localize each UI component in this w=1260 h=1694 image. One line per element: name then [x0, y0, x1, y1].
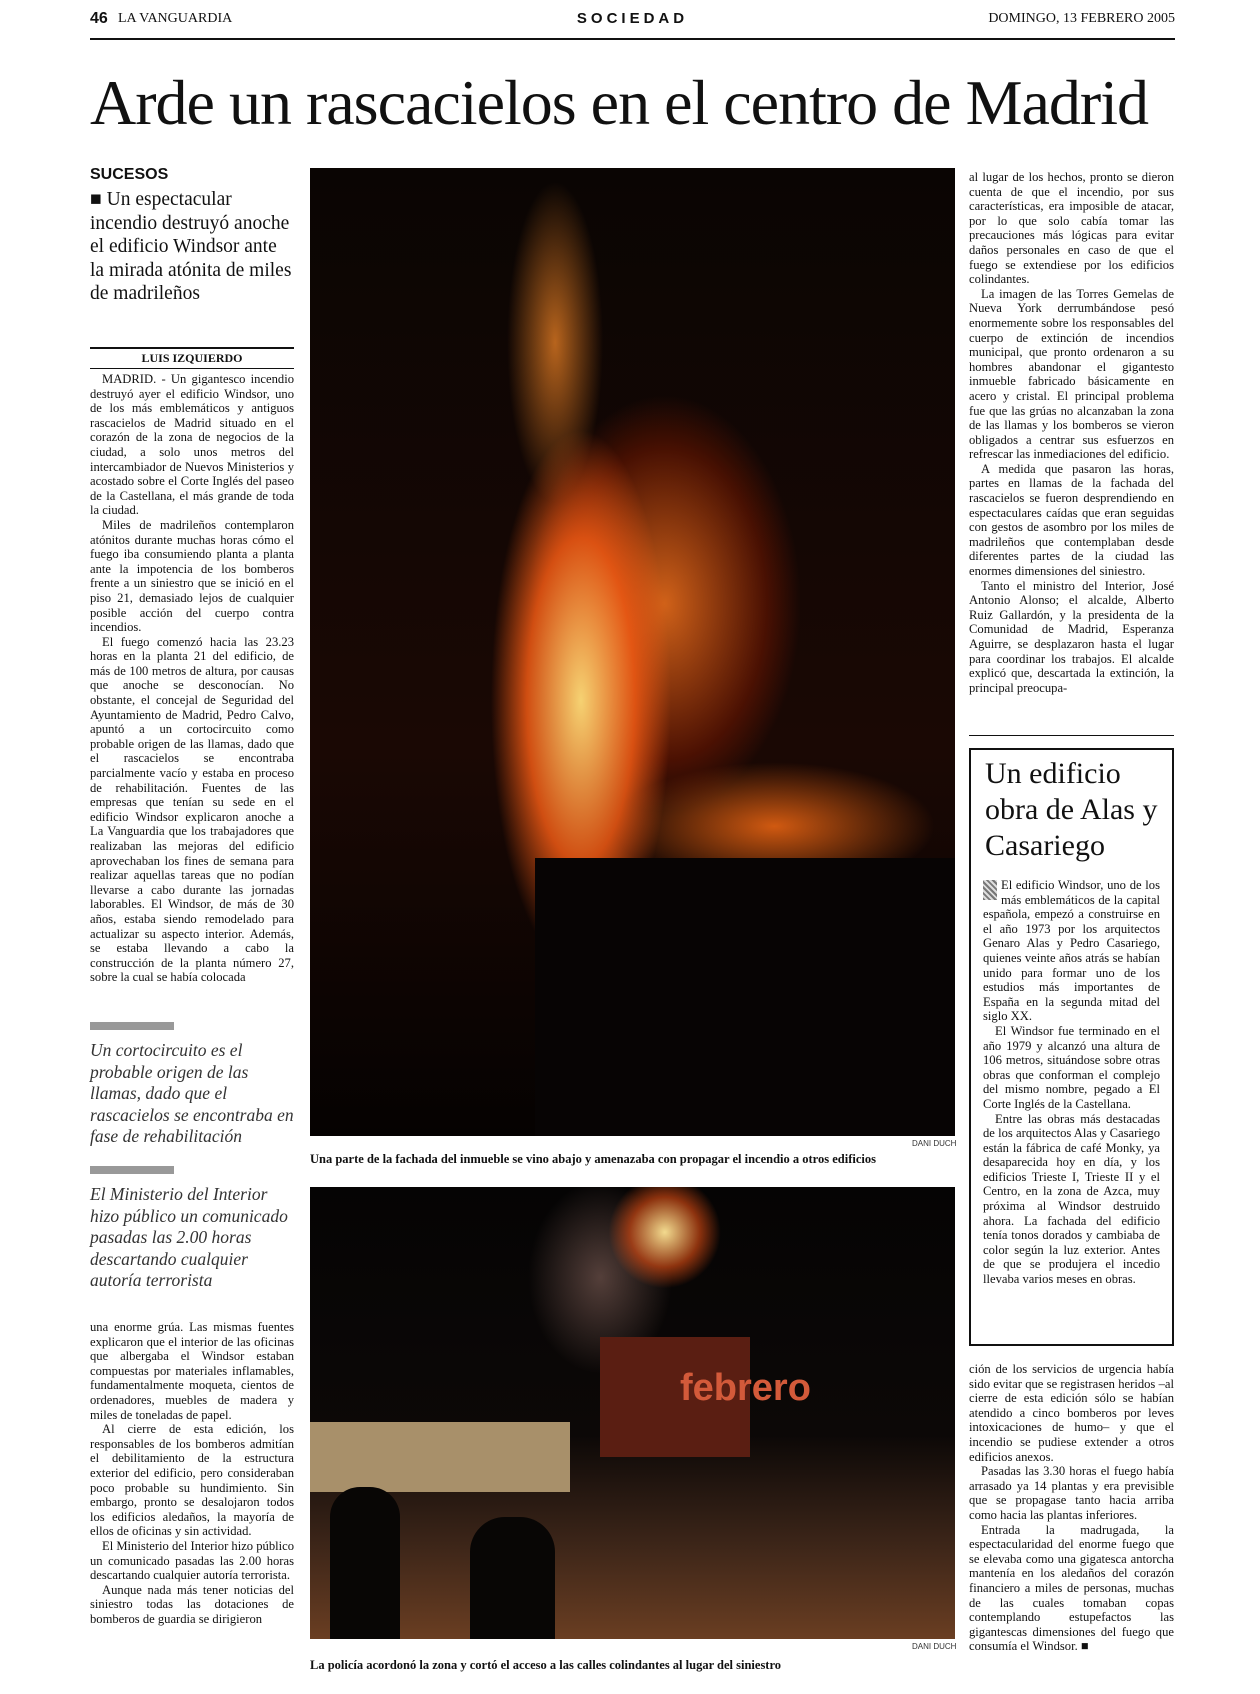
- storefront-sign: febrero: [600, 1337, 750, 1457]
- paragraph: Miles de madrileños contemplaron atónitos durante muchas horas cómo el fuego iba consumiendo planta a planta ante la impotencia de los bomberos frente a un siniestro que se inició en el piso 21, demasiado lejos de cualquier posible acción del cuerpo contra incendios.: [90, 517, 294, 635]
- photo-street-police-cordon: [310, 1187, 955, 1639]
- issue-date: DOMINGO, 13 FEBRERO 2005: [988, 11, 1175, 26]
- paragraph-text: Entrada la madrugada, la espectacularidad del enorme fuego que se elevaba como una gigatesca antorcha mantenía en los aledaños del corazón financiero a miles de personas, muchas de las cuales tomaban copas contemplando estupefactos las gigantescas dimensiones del fuego que consumía el Windsor.: [969, 1522, 1174, 1654]
- divider: [969, 735, 1174, 736]
- paragraph: [983, 878, 1160, 1024]
- page-number: 46: [90, 10, 108, 27]
- paragraph: El Ministerio del Interior hizo público un comunicado pasadas las 2.00 horas descartando cualquier autoría terrorista.: [90, 1538, 294, 1583]
- paragraph: Aunque nada más tener noticias del siniestro todas las dotaciones de bomberos de guardia se dirigieron: [90, 1582, 294, 1626]
- paragraph: Al cierre de esta edición, los responsables de los bomberos admitían el debilitamiento de la estructura exterior del edificio, pero consideraban poco probable su hundimiento. Sin embargo, pronto se desalojaron todos los edificios aledaños, la mayoría de ellos de oficinas y sin actividad.: [90, 1422, 294, 1539]
- body-left-top: [90, 372, 294, 1004]
- paragraph: El Windsor fue terminado en el año 1979 y alcanzó una altura de 106 metros, situándose sobre otras obras que conforman el complejo del mismo nombre, pegado a El Corte Inglés de la Castellana.: [983, 1023, 1160, 1111]
- square-bullet-icon: ■: [90, 189, 107, 210]
- pullquote: El Ministerio del Interior hizo público un comunicado pasadas las 2.00 horas descartando cualquier autoría terrorista: [90, 1184, 288, 1290]
- body-right-bottom: [969, 1362, 1174, 1672]
- pullquote-bar: [90, 1166, 174, 1174]
- paragraph: [969, 1523, 1174, 1654]
- photo-caption: La policía acordonó la zona y cortó el acceso a las calles colindantes al lugar del siniestro: [310, 1658, 782, 1672]
- pullquote: Un cortocircuito es el probable origen de las llamas, dado que el rascacielos se encontraba en fase de rehabilitación: [90, 1040, 294, 1146]
- paragraph: El fuego comenzó hacia las 23.23 horas en la planta 21 del edificio, de más de 100 metros de altura, por causas que anoche se desconocían. No obstante, el concejal de Seguridad del Ayuntamiento de Madrid, Pedro Calvo, apuntó a un cortocircuito como probable origen de las llamas, dado que el rascacielos se encontraba parcialmente vacío y estaba en proceso de rehabilitación. Fuentes de las empresas que tenían su sede en el edificio Windsor explicaron anoche a La Vanguardia que los trabajadores que realizaban las mejoras del edificio aprovechaban los fines de semana para realizar aquellas tareas que no podían llevarse a cabo durante las jornadas laborables. El Windsor, de más de 30 años, estaba siendo remodelado para actualizar su aspecto interior. Además, se estaba llevando a cabo la construcción de la planta número 27, sobre la cual se había colocada: [90, 634, 294, 985]
- end-mark-icon: ■: [1077, 1639, 1089, 1654]
- paragraph: ción de los servicios de urgencia había sido evitar que se registrasen heridos –al cierre de esta edición sólo se habían atendido a cinco bomberos por leves intoxicaciones de humo– y que el incendio se pudiese extender a otros edificios anexos.: [969, 1362, 1174, 1464]
- paragraph: una enorme grúa. Las mismas fuentes explicaron que el interior de las oficinas que albergaba el Windsor estaban compuestas por materiales inflamables, fundamentalmente moqueta, cientos de ordenadores, muebles de madera y miles de toneladas de papel.: [90, 1320, 294, 1422]
- silhouette-person: [470, 1517, 555, 1639]
- paragraph: Entre las obras más destacadas de los arquitectos Alas y Casariego están la fábrica de café Monky, ya desaparecida hoy en día, y los edificios Trieste I, Trieste II y el Centro, en la zona de Azca, muy próxima al Windsor destruido ahora. La fachada del edificio tenía tonos dorados y cambiaba de color según la luz exterior. Antes de que se produjera el incedio llevaba varios meses en obras.: [983, 1111, 1160, 1287]
- page-header: [90, 10, 1175, 40]
- sidebar-body: [983, 878, 1160, 1287]
- paragraph-text: El edificio Windsor, uno de los más emblemáticos de la capital española, empezó a construirse en el año 1973 por los arquitectos Genaro Alas y Pedro Casariego, quienes veinte años atrás se habían unido para formar uno de los estudios más importantes de España en la segunda mitad del siglo XX.: [983, 878, 1160, 1024]
- byline: LUIS IZQUIERDO: [90, 347, 294, 369]
- headline: Arde un rascacielos en el centro de Madrid: [90, 67, 1148, 138]
- paragraph: al lugar de los hechos, pronto se dieron cuenta de que el incendio, por sus características, era imposible de atacar, por lo que solo cabía tomar las precauciones más lógicas para evitar daños personales en caso de que el fuego se extendiese por los edificios colindantes.: [969, 170, 1174, 287]
- deck: [90, 188, 295, 306]
- kicker: SUCESOS: [90, 166, 169, 183]
- deck-text: Un espectacular incendio destruyó anoche el edificio Windsor ante la mirada atónita de miles de madrileños: [90, 189, 292, 304]
- paragraph: La imagen de las Torres Gemelas de Nueva York derrumbándose pesó enormemente sobre los responsables del cuerpo de extinción de incendios municipal, que pronto ordenaron a su hombres abandonar el gigantesto inmueble fabricado básicamente en acero y cristal. El principal problema fue que las grúas no alcanzaban la zona de las llamas y los bomberos se vieron obligados a centrar sus esfuerzos en refrescar las inmediaciones del edificio.: [969, 286, 1174, 462]
- body-right-top: [969, 170, 1174, 730]
- paragraph: MADRID. - Un gigantesco incendio destruyó ayer el edificio Windsor, uno de los más emblemáticos y antiguos rascacielos de Madrid situado en el corazón de la zona de negocios de la ciudad, a solo unos metros del intercambiador de Nuevos Ministerios y acostado sobre el Corte Inglés del paseo de la Castellana, el más grande de toda la ciudad.: [90, 372, 294, 518]
- silhouette-person: [330, 1487, 400, 1639]
- paragraph: Tanto el ministro del Interior, José Antonio Alonso; el alcalde, Alberto Ruiz Gallardón, y la presidenta de la Comunidad de Madrid, Esperanza Aguirre, se desplazaron hasta el lugar para coordinar los trabajos. El alcalde explicó que, descartada la extinción, la principal preocupa-: [969, 578, 1174, 695]
- paragraph: Pasadas las 3.30 horas el fuego había arrasado ya 14 plantas y era previsible que se propagase tanto hacia arriba como hacia las plantas inferiores.: [969, 1464, 1174, 1522]
- building-base: [535, 858, 955, 1136]
- photo-caption: Una parte de la fachada del inmueble se vino abajo y amenazaba con propagar el incendio a otros edificios: [310, 1152, 876, 1166]
- section-name: SOCIEDAD: [576, 10, 689, 27]
- building-low: [310, 1422, 570, 1492]
- sidebar-box: [969, 748, 1174, 1346]
- pullquote-bar: [90, 1022, 174, 1030]
- body-left-bottom: [90, 1320, 294, 1672]
- drop-initial-icon: [983, 880, 997, 900]
- publication-name: LA VANGUARDIA: [118, 11, 233, 26]
- sidebar-title: Un edificio obra de Alas y Casariego: [985, 757, 1158, 862]
- photo-credit: DANI DUCH: [912, 1642, 957, 1651]
- paragraph: A medida que pasaron las horas, partes en llamas de la fachada del rascacielos se fueron desprendiendo en espectaculares caídas que eran seguidas con gestos de asombro por los miles de madrileños que contemplaban desde diferentes partes de la ciudad las enormes dimensiones del siniestro.: [969, 461, 1174, 579]
- photo-credit: DANI DUCH: [912, 1139, 957, 1148]
- photo-building-fire: [310, 168, 955, 1136]
